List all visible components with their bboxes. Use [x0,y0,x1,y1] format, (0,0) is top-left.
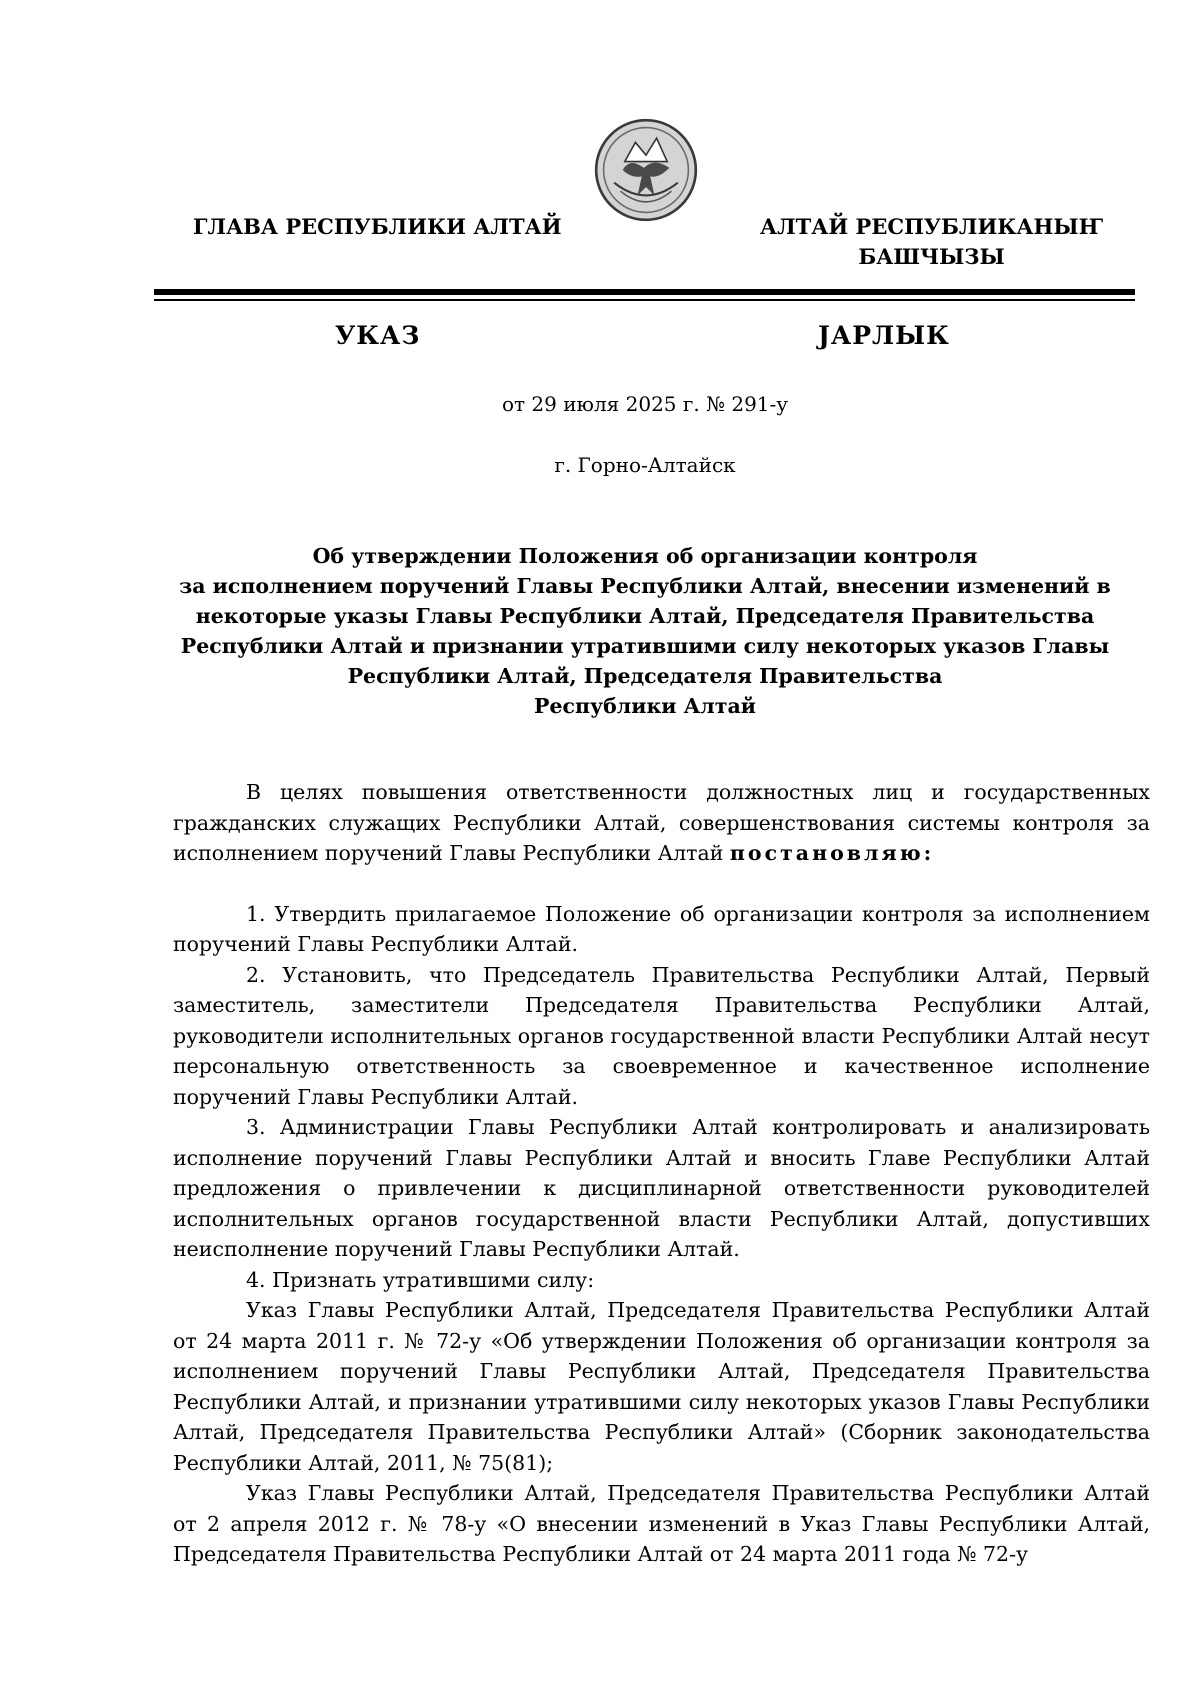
repealed-decree-1: Указ Главы Республики Алтай, Председателя Правительства Республики Алтай от 24 марта 2011 г. № 72-у «Об утверждении Положения об организации контроля за исполнением поручений Главы Республики Алтай, Председателя Правительства Республики Алтай, и признании утратившими силу некоторых указов Главы Республики Алтай, Председателя Правительства Республики Алтай» (Сборник законодательства Республики Алтай, 2011, № 75(81); [173,1298,1150,1475]
header-right-title-line2: БАШЧЫЗЫ [858,244,1005,269]
doc-body [173,777,1150,1570]
title-line: за исполнением поручений Главы Республики Алтай, внесении изменений в [179,574,1111,598]
title-line: Республики Алтай и признании утратившими силу некоторых указов Главы [180,634,1110,658]
header-divider-thick [154,289,1135,295]
doc-type-altai: ЈАРЛЫК [818,321,950,350]
coat-of-arms-icon [593,117,699,223]
title-line: Республики Алтай [534,694,756,718]
title-line: Об утверждении Положения об организации контроля [312,544,978,568]
resolve-word: постановляю [729,841,924,865]
doc-date-number: от 29 июля 2025 г. № 291-у [501,392,789,416]
item-1: 1. Утвердить прилагаемое Положение об организации контроля за исполнением поручений Главы Республики Алтай. [173,901,1150,956]
resolve-colon: : [923,841,932,865]
doc-type-ru: УКАЗ [335,321,421,350]
preamble-text: В целях повышения ответственности должностных лиц и государственных гражданских служащих Республики Алтай, совершенствования системы контроля за исполнением поручений Главы Республики Алтай [173,780,1150,865]
header-right-title [760,212,1103,272]
header-divider-thin [154,299,1135,301]
header-left-title-text: ГЛАВА РЕСПУБЛИКИ АЛТАЙ [193,214,562,239]
doc-city: г. Горно-Алтайск [554,453,736,477]
title-line: Республики Алтай, Председателя Правительства [347,664,943,688]
preamble-paragraph [173,777,1150,869]
item-3: 3. Администрации Главы Республики Алтай контролировать и анализировать исполнение поручений Главы Республики Алтай и вносить Главе Республики Алтай предложения о привлечении к дисциплинарной ответственности руководителей исполнительных органов государственной власти Республики Алтай, допустивших неисполнение поручений Главы Республики Алтай. [173,1115,1150,1261]
repealed-decree-2: Указ Главы Республики Алтай, Председателя Правительства Республики Алтай от 2 апреля 2012 г. № 78-у «О внесении изменений в Указ Главы Республики Алтай, Председателя Правительства Республики Алтай от 24 марта 2011 года № 72-у [173,1481,1150,1566]
title-line: некоторые указы Главы Республики Алтай, Председателя Правительства [195,604,1095,628]
header-left-title [193,212,562,242]
header-right-title-line1: АЛТАЙ РЕСПУБЛИКАНЫҤ [760,214,1104,239]
item-2: 2. Установить, что Председатель Правительства Республики Алтай, Первый заместитель, заместители Председателя Правительства Республики Алтай, руководители исполнительных органов государственной власти Республики Алтай несут персональную ответственность за своевременное и качественное исполнение поручений Главы Республики Алтай. [173,962,1150,1109]
doc-title [150,541,1140,721]
item-4: 4. Признать утратившими силу: [246,1267,595,1292]
